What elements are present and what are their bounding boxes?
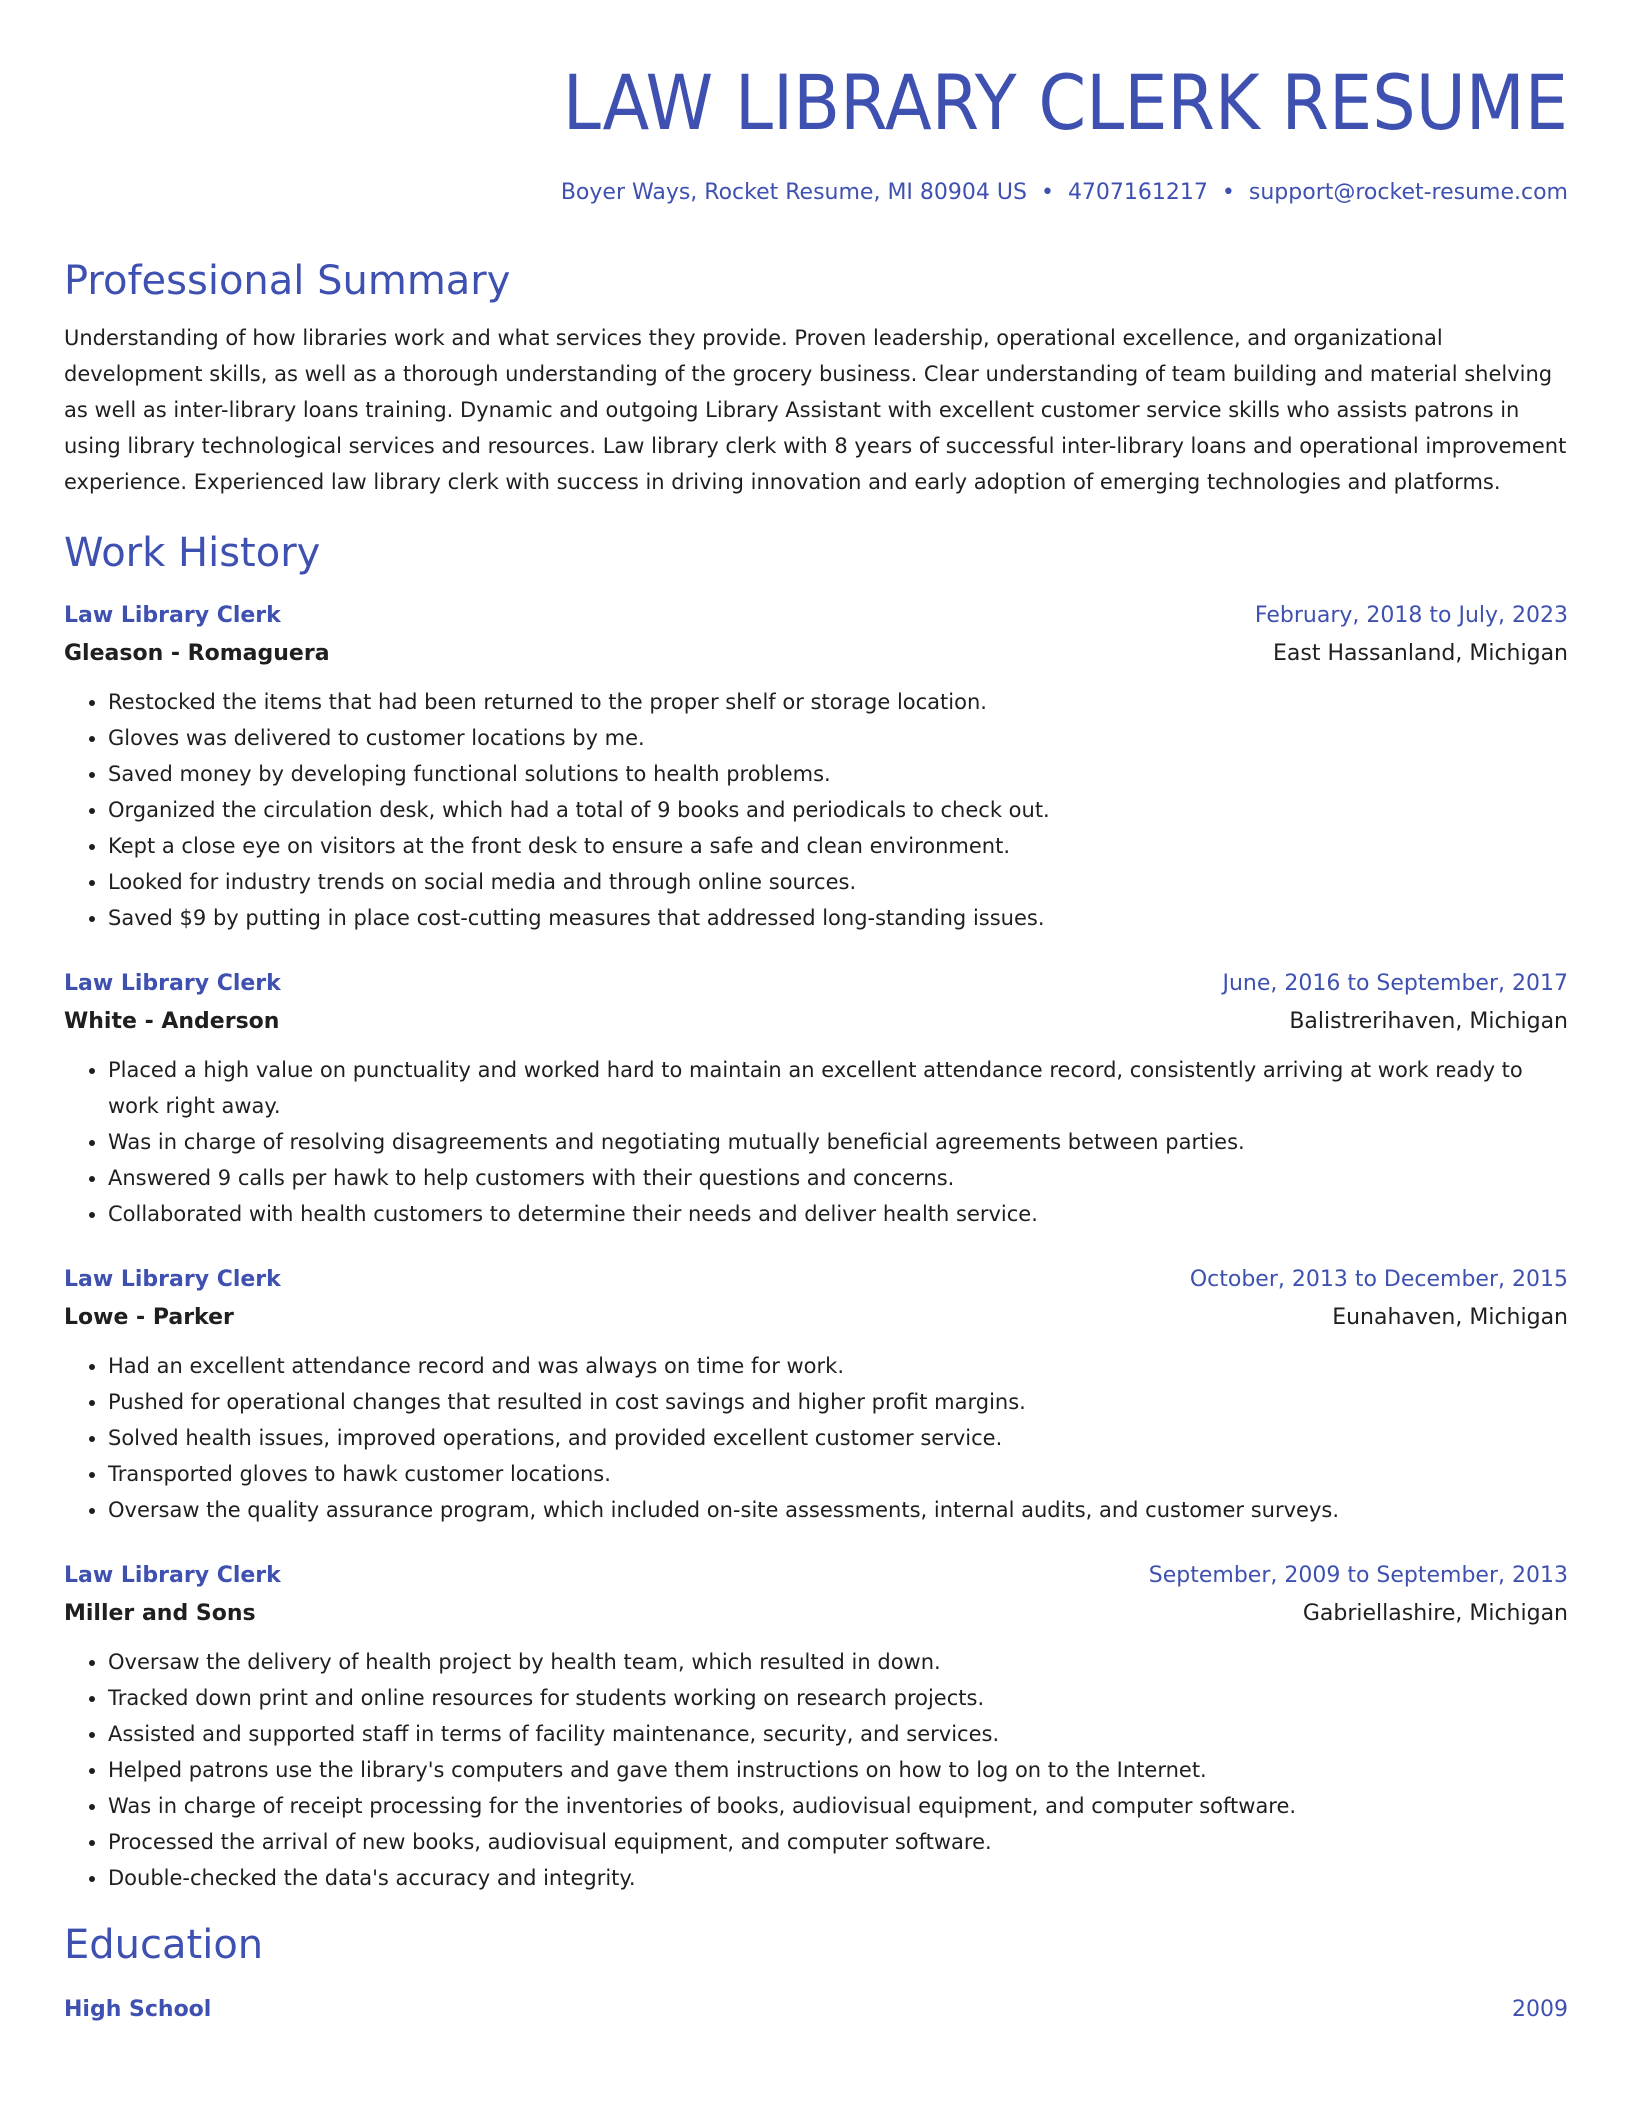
job-company: Gleason - Romaguera [64,641,330,666]
job-location: Gabriellashire, Michigan [1302,1601,1568,1626]
contact-address: Boyer Ways, Rocket Resume, MI 80904 US [560,180,1027,205]
bullet-item: • Answered 9 calls per hawk to help customers with their questions and concerns. [108,1160,1568,1196]
job-location: Eunahaven, Michigan [1332,1305,1568,1330]
job-dates: June, 2016 to September, 2017 [1222,971,1568,996]
contact-separator: • [1221,180,1235,205]
education-year: 2009 [1512,1997,1568,2022]
bullet-item: • Saved $9 by putting in place cost-cutting measures that addressed long-standing issues. [108,900,1568,936]
job-company: White - Anderson [64,1009,280,1034]
bullet-item: • Organized the circulation desk, which had a total of 9 books and periodicals to check out. [108,792,1568,828]
job-dates: September, 2009 to September, 2013 [1148,1563,1568,1588]
contact-email: support@rocket-resume.com [1248,180,1568,205]
job-bullets [64,1644,1568,1896]
bullet-item: • Saved money by developing functional solutions to health problems. [108,756,1568,792]
job-location: East Hassanland, Michigan [1273,641,1568,666]
bullet-item: • Double-checked the data's accuracy and integrity. [108,1860,1568,1896]
bullet-item: • Was in charge of receipt processing for the inventories of books, audiovisual equipment, and computer software. [108,1788,1568,1824]
contact-line [64,178,1568,208]
bullet-item: • Tracked down print and online resources for students working on research projects. [108,1680,1568,1716]
bullet-item: • Placed a high value on punctuality and worked hard to maintain an excellent attendance record, consistently arriving at work ready to work right away. [108,1052,1568,1124]
job-title: Law Library Clerk [64,971,281,996]
job-title: Law Library Clerk [64,603,281,628]
bullet-item: • Processed the arrival of new books, audiovisual equipment, and computer software. [108,1824,1568,1860]
contact-separator: • [1040,180,1054,205]
bullet-item: • Restocked the items that had been returned to the proper shelf or storage location. [108,684,1568,720]
section-title-education: Education [64,1922,264,1968]
bullet-item: • Had an excellent attendance record and was always on time for work. [108,1348,1568,1384]
bullet-item: • Oversaw the quality assurance program, which included on-site assessments, internal audits, and customer surveys. [108,1492,1568,1528]
section-title-summary: Professional Summary [64,258,511,304]
job-bullets [64,1052,1568,1232]
job-entry [64,1558,1568,1896]
bullet-item: • Collaborated with health customers to determine their needs and deliver health service. [108,1196,1568,1232]
bullet-item: • Transported gloves to hawk customer locations. [108,1456,1568,1492]
job-title: Law Library Clerk [64,1563,281,1588]
job-dates: February, 2018 to July, 2023 [1254,603,1568,628]
bullet-item: • Gloves was delivered to customer locations by me. [108,720,1568,756]
education-entry [64,1992,1568,2028]
job-entry [64,598,1568,936]
bullet-item: • Kept a close eye on visitors at the front desk to ensure a safe and clean environment. [108,828,1568,864]
bullet-item: • Helped patrons use the library's computers and gave them instructions on how to log on to the Internet. [108,1752,1568,1788]
section-title-work-history: Work History [64,530,321,576]
job-entry [64,1262,1568,1528]
job-entry [64,966,1568,1232]
summary-text: Understanding of how libraries work and what services they provide. Proven leadership, operational excellence, and organizational development skills, as well as a thorough understanding of the grocery business. Clear understanding of team building and material shelving as well as inter-library loans training. Dynamic and outgoing Library Assistant with excellent customer service skills who assists patrons in using library technological services and resources. Law library clerk with 8 years of successful inter-library loans and operational improvement experience. Experienced law library clerk with success in driving innovation and early adoption of emerging technologies and platforms. [64,326,1567,494]
job-bullets [64,1348,1568,1528]
contact-phone: 4707161217 [1067,180,1208,205]
job-company: Lowe - Parker [64,1305,234,1330]
job-bullets [64,684,1568,936]
bullet-item: • Looked for industry trends on social media and through online sources. [108,864,1568,900]
resume-title: LAW LIBRARY CLERK RESUME [562,58,1568,147]
job-company: Miller and Sons [64,1601,256,1626]
bullet-item: • Oversaw the delivery of health project by health team, which resulted in down. [108,1644,1568,1680]
job-location: Balistrerihaven, Michigan [1289,1009,1568,1034]
bullet-item: • Pushed for operational changes that resulted in cost savings and higher profit margins. [108,1384,1568,1420]
job-title: Law Library Clerk [64,1267,281,1292]
bullet-item: • Solved health issues, improved operations, and provided excellent customer service. [108,1420,1568,1456]
bullet-item: • Assisted and supported staff in terms of facility maintenance, security, and services. [108,1716,1568,1752]
bullet-item: • Was in charge of resolving disagreements and negotiating mutually beneficial agreements between parties. [108,1124,1568,1160]
education-name: High School [64,1997,212,2022]
job-dates: October, 2013 to December, 2015 [1189,1267,1568,1292]
